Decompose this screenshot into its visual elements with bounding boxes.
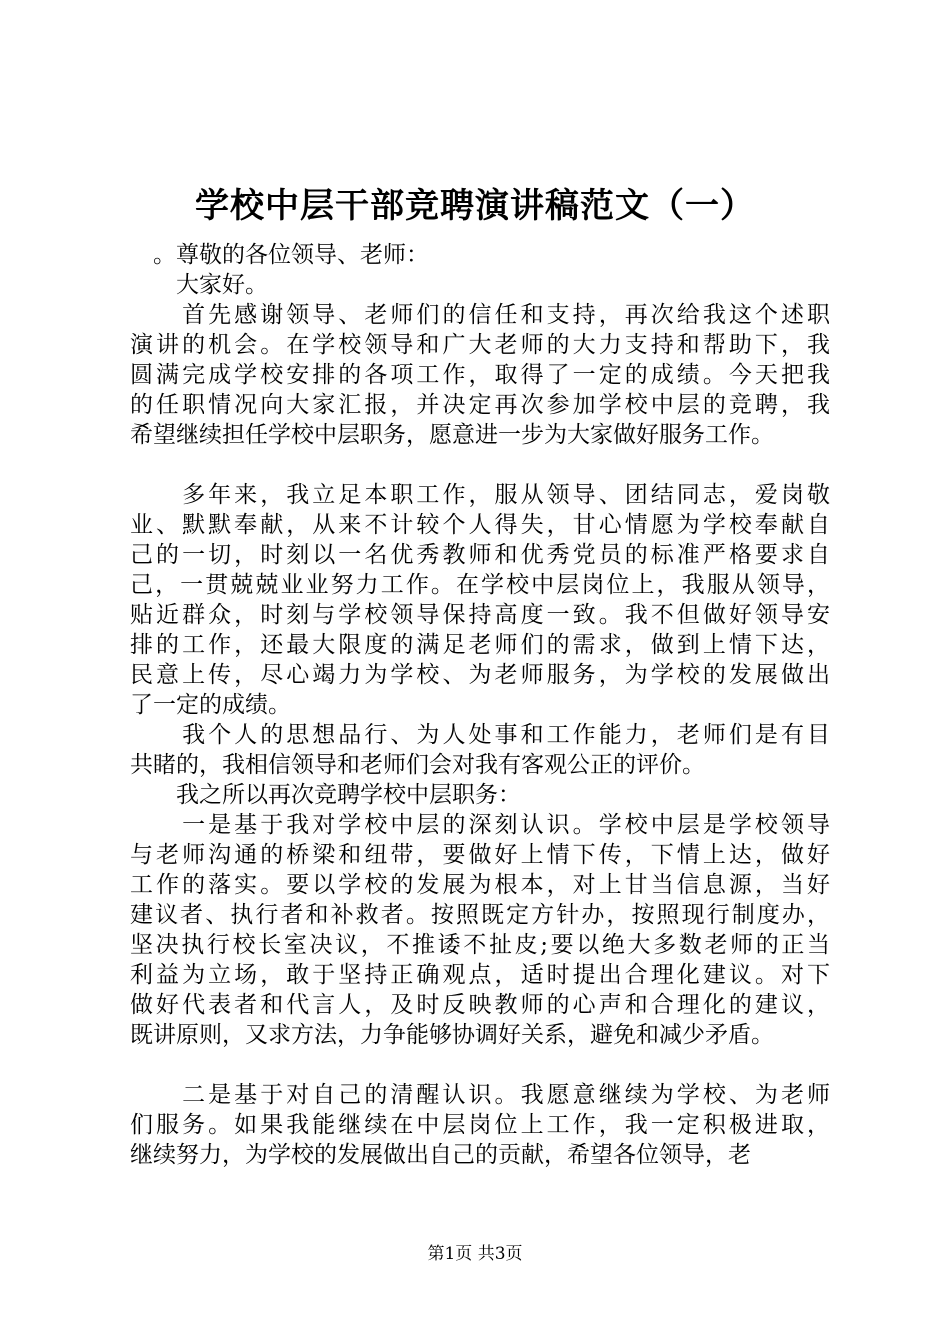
text-line: 。尊敬的各位领导、老师： [130,242,429,268]
text-line: 利益为立场，敢于坚持正确观点，适时提出合理化建议。对下 [130,962,830,988]
text-line: 大家好。 [130,272,268,298]
text-line: 民意上传，尽心竭力为学校、为老师服务，为学校的发展做出 [130,662,830,688]
text-line: 一是基于我对学校中层的深刻认识。学校中层是学校领导 [130,812,830,838]
text-line: 做好代表者和代言人，及时反映教师的心声和合理化的建议， [130,992,830,1018]
text-line: 首先感谢领导、老师们的信任和支持，再次给我这个述职 [130,302,830,328]
paragraph-gap [130,1050,830,1080]
text-line: 坚决执行校长室决议，不推诿不扯皮;要以绝大多数老师的正当 [130,932,830,958]
text-line: 贴近群众，时刻与学校领导保持高度一致。我不但做好领导安 [130,602,830,628]
text-line: 我之所以再次竞聘学校中层职务： [130,782,521,808]
text-line: 继续努力，为学校的发展做出自己的贡献，希望各位领导，老 [130,1142,751,1168]
text-line: 业、默默奉献，从来不计较个人得失，甘心情愿为学校奉献自 [130,512,830,538]
document-body [130,240,830,1170]
page-footer: 第1页 共3页 [427,1244,523,1264]
text-line: 己的一切，时刻以一名优秀教师和优秀党员的标准严格要求自 [130,542,830,568]
text-line: 我个人的思想品行、为人处事和工作能力，老师们是有目 [130,722,830,748]
text-line: 工作的落实。要以学校的发展为根本，对上甘当信息源，当好 [130,872,830,898]
text-line: 希望继续担任学校中层职务，愿意进一步为大家做好服务工作。 [130,422,774,448]
text-line: 了一定的成绩。 [130,692,291,718]
text-line: 排的工作，还最大限度的满足老师们的需求，做到上情下达， [130,632,830,658]
text-line: 共睹的，我相信领导和老师们会对我有客观公正的评价。 [130,752,705,778]
text-line: 二是基于对自己的清醒认识。我愿意继续为学校、为老师 [130,1082,830,1108]
text-line: 们服务。如果我能继续在中层岗位上工作，我一定积极进取， [130,1112,830,1138]
text-line: 多年来，我立足本职工作，服从领导、团结同志，爱岗敬 [130,482,830,508]
document-title: 学校中层干部竞聘演讲稿范文（一） [195,186,755,226]
text-line: 演讲的机会。在学校领导和广大老师的大力支持和帮助下，我 [130,332,830,358]
text-line: 的任职情况向大家汇报，并决定再次参加学校中层的竞聘，我 [130,392,830,418]
text-line: 既讲原则，又求方法，力争能够协调好关系，避免和减少矛盾。 [130,1022,774,1048]
text-line: 建议者、执行者和补救者。按照既定方针办，按照现行制度办， [130,902,830,928]
text-line: 圆满完成学校安排的各项工作，取得了一定的成绩。今天把我 [130,362,830,388]
text-line: 己，一贯兢兢业业努力工作。在学校中层岗位上，我服从领导， [130,572,830,598]
paragraph-gap [130,450,830,480]
text-line: 与老师沟通的桥梁和纽带，要做好上情下传，下情上达，做好 [130,842,830,868]
